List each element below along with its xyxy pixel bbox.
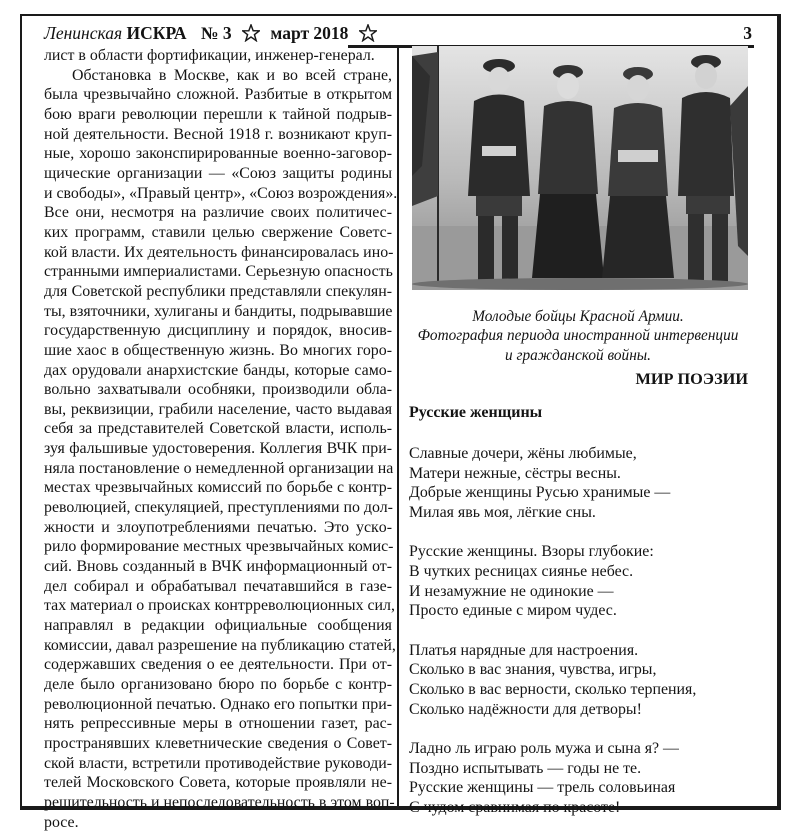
article-line: была чрезвычайно сложной. Разбитые в открытом bbox=[44, 86, 392, 104]
article-line: местах чрезвычайных комиссий по борьбе с контр- bbox=[44, 479, 392, 497]
article-line: щические организации — «Союз защиты родины bbox=[44, 164, 392, 182]
article-line: пространявших клеветнические сведения о Совет- bbox=[44, 734, 392, 752]
article-line: странными империалистами. Серьезную опасность bbox=[44, 263, 393, 281]
poem-verse-line: Милая явь моя, лёгкие сны. bbox=[409, 504, 596, 522]
article-line: деле было организовано бюро по борьбе с контр- bbox=[44, 676, 392, 693]
article-line: себя за представителей Советской власти, исполь- bbox=[44, 420, 392, 438]
poem-verse-line: Сколько в вас верности, сколько терпения, bbox=[409, 681, 697, 699]
newspaper-name: ИСКРА bbox=[126, 23, 187, 43]
poem-verse-line: Ладно ль играю роль мужа и сына я? — bbox=[409, 739, 679, 757]
poem-body bbox=[409, 444, 749, 837]
publication-prefix: Ленинская bbox=[44, 23, 123, 43]
issue-number: № 3 bbox=[200, 23, 232, 43]
article-line: лист в области фортификации, инженер-генерал. bbox=[44, 47, 375, 64]
caption-line: Молодые бойцы Красной Армии. bbox=[472, 308, 684, 325]
photo-caption bbox=[406, 307, 750, 365]
article-line: дах орудовали анархистские банды, которые само- bbox=[44, 361, 392, 379]
article-line: сий. Вновь созданный в ВЧК информационный от- bbox=[44, 558, 392, 576]
article-line: вольно захватывали особняки, производили облa- bbox=[44, 381, 392, 399]
poem-verse-line: И незамужние не одинокие — bbox=[409, 582, 614, 600]
article-line: Все они, несмотря на различие своих политичес- bbox=[44, 204, 392, 222]
article-line: и свободы», «Правый центр», «Союз возрождения». bbox=[44, 184, 398, 202]
article-line: комиссии, давал разрешение на публикацию статей, bbox=[44, 636, 396, 654]
poem-title: Русские женщины bbox=[409, 404, 543, 421]
article-line: нять репрессивные меры в отношении газет, рас- bbox=[44, 715, 392, 733]
caption-line: Фотография периода иностранной интервенции bbox=[417, 327, 739, 345]
article-line: рило формирование местных чрезвычайных комис- bbox=[44, 538, 394, 556]
article-line: решительность и непоследовательность в этом воп- bbox=[44, 793, 395, 811]
article-line: вы, реквизиции, грабили население, часто выдавая bbox=[44, 400, 392, 418]
issue-date: март 2018 bbox=[270, 23, 349, 43]
article-line: ные, хорошо законспирированные военно-заговор- bbox=[44, 145, 392, 163]
poem-verse-line: Добрые женщины Русью хранимые — bbox=[409, 484, 671, 502]
poem-verse-line: Русские женщины. Взоры глубокие: bbox=[409, 543, 654, 561]
article-line: няла постановление о немедленной организации на bbox=[44, 459, 394, 477]
article-line: тах материал о происках контрреволюционных сил, bbox=[44, 597, 395, 615]
poem-verse-line: В чутких ресницах сиянье небес. bbox=[409, 563, 634, 581]
article-line: направлял в редакции официальные сообщения bbox=[44, 617, 392, 635]
article-line: государственную дисциплину и порядок, вносив- bbox=[44, 322, 392, 340]
article-line: ской власти, встретили противодействие руководи- bbox=[44, 754, 392, 772]
article-line: революцией, спекуляцией, преступлениями по дол- bbox=[44, 499, 393, 517]
poem-verse-line: С чудом сравнимая по красоте! bbox=[409, 799, 621, 817]
article-line: телей Московского Совета, которые проявляли не- bbox=[44, 774, 392, 792]
article-line: кой власти. Их деятельность финансировалась ино- bbox=[44, 243, 394, 261]
historical-photo bbox=[412, 46, 748, 290]
poem-verse-line: Матери нежные, сёстры весны. bbox=[409, 464, 621, 482]
article-line: бою враги революции перешли к тайной подрыв- bbox=[44, 105, 392, 123]
poem-verse-line: Просто единые с миром чудес. bbox=[409, 602, 617, 620]
poem-verse-line: Поздно испытывать — годы не те. bbox=[409, 759, 642, 777]
article-line: росе. bbox=[44, 813, 79, 831]
article-line: для Советской республики представляли спекулян- bbox=[44, 282, 392, 300]
poem-stanza bbox=[409, 739, 749, 818]
article-column bbox=[44, 46, 398, 832]
poem-verse-line: Русские женщины — трель соловьиная bbox=[409, 779, 676, 797]
poem-verse-line: Сколько в вас знания, чувства, игры, bbox=[409, 661, 657, 679]
article-line: жности и злоупотреблениями печатью. Это ускo- bbox=[44, 518, 392, 536]
article-line: ты, взяточники, хулиганы и бандиты, подрывавшие bbox=[44, 302, 393, 320]
poem-verse-line: Платья нарядные для настроения. bbox=[409, 641, 639, 659]
page-header bbox=[44, 20, 752, 46]
poem-verse-line: Сколько надёжности для детворы! bbox=[409, 700, 642, 718]
article-line: ной деятельности. Весной 1918 г. возникают круп- bbox=[44, 125, 392, 143]
page-number: 3 bbox=[743, 23, 752, 43]
section-heading: МИР ПОЭЗИИ bbox=[635, 369, 748, 388]
article-line: ких программ, ставили целью свержение Советс- bbox=[44, 223, 392, 241]
article-line: революционной печатью. Однако его попытки при- bbox=[44, 695, 392, 713]
article-line: зуя фальшивые удостоверения. Коллегия ВЧК при- bbox=[44, 440, 392, 458]
poem-verse-line: Славные дочери, жёны любимые, bbox=[409, 445, 637, 462]
article-line: шие хаос в общественную жизнь. Во многих горо- bbox=[44, 341, 392, 359]
article-line: дел собирал и обрабатывал печатавшийся в газе- bbox=[44, 577, 392, 595]
poem-stanza bbox=[409, 641, 749, 720]
poem-stanza bbox=[409, 542, 749, 621]
article-line: Обстановка в Москве, как и во всей стране, bbox=[72, 66, 392, 84]
article-line: содержавших сведения о ее деятельности. При от- bbox=[44, 656, 392, 674]
column-divider bbox=[397, 46, 399, 810]
caption-line: и гражданской войны. bbox=[505, 346, 651, 364]
poem-stanza bbox=[409, 444, 749, 523]
